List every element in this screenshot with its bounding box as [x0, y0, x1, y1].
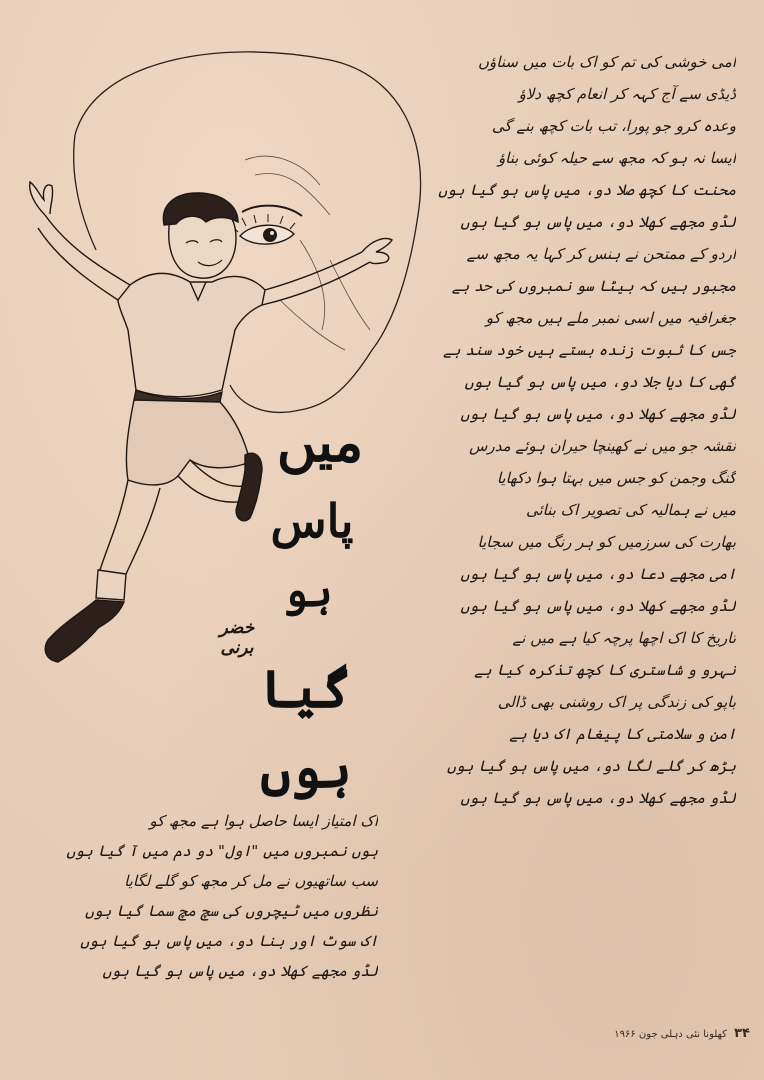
- mother-eye: [232, 206, 302, 244]
- verse-line: اک امتیاز ایسا حاصل ہوا ہے مجھ کو: [149, 812, 378, 830]
- refrain-line: لڈو مجھے کھلا دو، میں پاس ہو گیا ہوں: [460, 789, 736, 807]
- poem-title-word: ہوں: [260, 739, 352, 800]
- verse-line: نظروں میں ٹیچروں کی سچ مچ سما گیا ہوں: [84, 902, 378, 920]
- verse-line: میں نے ہمالیہ کی تصویر اک بنائی: [525, 501, 736, 519]
- verse-line: نقشہ جو میں نے کھینچا حیران ہوئے مدرس: [469, 437, 736, 455]
- verse-line: امی خوشی کی تم کو اک بات میں سناؤں: [478, 53, 736, 71]
- page-footer: [600, 1026, 750, 1041]
- refrain-line: اک سوٹ اور بنا دو، میں پاس ہو گیا ہوں: [80, 932, 378, 950]
- page-number: ۳۴: [734, 1026, 750, 1041]
- verse-line: نہرو و شاستری کا کچھ تذکرہ کیا ہے: [474, 661, 736, 679]
- right-verse-column: [436, 46, 736, 814]
- magazine-issue: کھلونا نئی دہلی جون ۱۹۶۶: [614, 1029, 727, 1040]
- verse-line: گنگ وجمن کو جس میں بہتا ہوا دکھایا: [496, 469, 736, 487]
- refrain-line: لڈو مجھے کھلا دو، میں پاس ہو گیا ہوں: [102, 962, 378, 980]
- poem-title-word: ہو: [283, 567, 333, 616]
- verse-line: باپو کی زندگی پر اک روشنی بھی ڈالی: [497, 693, 736, 711]
- refrain-line: بڑھ کر گلے لگا دو، میں پاس ہو گیا ہوں: [446, 757, 736, 775]
- mother-hair-lines: [245, 156, 370, 350]
- refrain-line: لڈو مجھے کھلا دو، میں پاس ہو گیا ہوں: [460, 213, 736, 231]
- poem-title-word: میں: [276, 410, 364, 474]
- verse-line: سب ساتھیوں نے مل کر مجھ کو گلے لگایا: [124, 872, 378, 890]
- refrain-line: لڈو مجھے کھلا دو، میں پاس ہو گیا ہوں: [460, 405, 736, 423]
- poem-title-word: پاس: [270, 494, 354, 548]
- verse-line: وعدہ کرو جو پورا، تب بات کچھ بنے گی: [491, 117, 736, 135]
- verse-line: جغرافیہ میں اسی نمبر ملے ہیں مجھ کو: [485, 309, 736, 327]
- refrain-line: محنت کا کچھ صلا دو، میں پاس ہو گیا ہوں: [438, 181, 736, 199]
- verse-line: ڈیڈی سے آج کہہ کر انعام کچھ دلاؤ: [518, 85, 736, 103]
- verse-line: جس کا ثبوت زندہ بستے ہیں خود سند ہے: [442, 341, 736, 359]
- refrain-line: گھی کا دیا جلا دو، میں پاس ہو گیا ہوں: [464, 373, 736, 391]
- bottom-verse-column: [60, 806, 378, 986]
- author-name: خضر برنی: [219, 618, 255, 658]
- refrain-line: امی مجھے دعا دو، میں پاس ہو گیا ہوں: [460, 565, 736, 583]
- refrain-line: لڈو مجھے کھلا دو، میں پاس ہو گیا ہوں: [460, 597, 736, 615]
- verse-line: مجبور ہیں کہ بیٹا سو نمبروں کی حد ہے: [451, 277, 736, 295]
- verse-line: امن و سلامتی کا پیغام اک دیا ہے: [509, 725, 736, 743]
- verse-line: ہوں نمبروں میں "اول" دو دم میں آ گیا ہوں: [66, 842, 378, 860]
- verse-line: بھارت کی سرزمیں کو ہر رنگ میں سجایا: [477, 533, 736, 551]
- verse-line: اردو کے ممتحن نے ہنس کر کہا یہ مجھ سے: [466, 245, 736, 263]
- poem-title-word: [256, 650, 356, 810]
- verse-line: تاریخ کا اک اچھا پرچہ کیا ہے میں نے: [512, 629, 736, 647]
- verse-line: ایسا نہ ہو کہ مجھ سے حیلہ کوئی بناؤ: [497, 149, 736, 167]
- poem-title-word: گیا: [260, 659, 352, 720]
